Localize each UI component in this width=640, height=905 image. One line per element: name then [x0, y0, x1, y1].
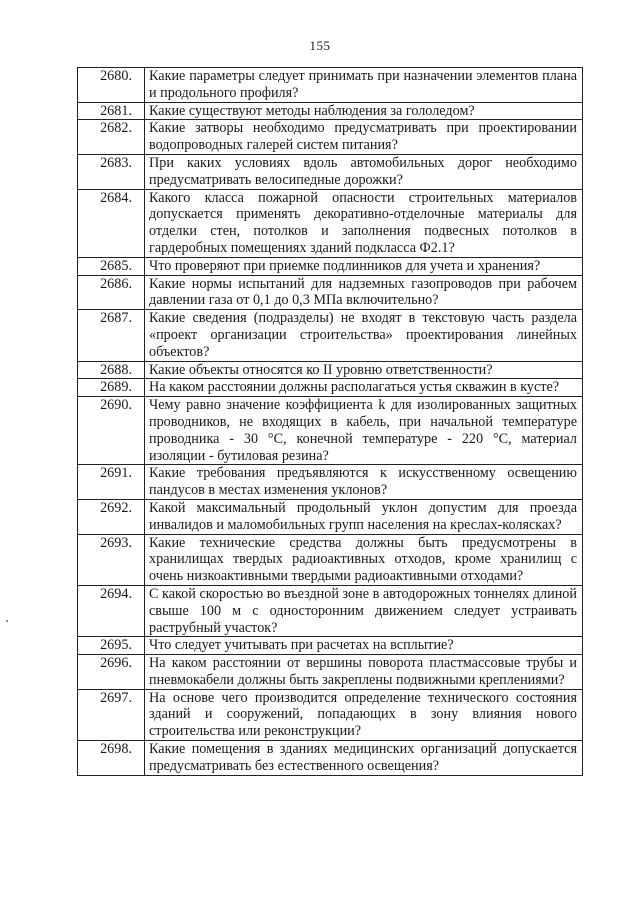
table-row: [78, 154, 583, 189]
table-row: [78, 275, 583, 310]
table-row: [78, 534, 583, 585]
question-number: 2692.: [78, 499, 145, 534]
page-number: 155: [309, 38, 331, 53]
question-text: Какие параметры следует принимать при назначении элементов плана и продольного профиля?: [145, 68, 583, 103]
question-number: 2688.: [78, 361, 145, 379]
question-number: 2687.: [78, 310, 145, 361]
table-row: [78, 465, 583, 500]
question-text: Какие затворы необходимо предусматривать при проектировании водопроводных галерей систем питания?: [145, 120, 583, 155]
table-row: [78, 189, 583, 257]
question-text: На основе чего производится определение технического состояния зданий и сооружений, попадающих в зону влияния нового строительства или реконструкции?: [145, 689, 583, 740]
question-number: 2694.: [78, 585, 145, 636]
question-number: 2693.: [78, 534, 145, 585]
question-number: 2680.: [78, 68, 145, 103]
table-row: [78, 585, 583, 636]
margin-mark: [6, 620, 8, 622]
table-row: [78, 637, 583, 655]
question-number: 2697.: [78, 689, 145, 740]
question-text: Какие нормы испытаний для надземных газопроводов при рабочем давлении газа от 0,1 до 0,3 МПа включительно?: [145, 275, 583, 310]
table-row: [78, 397, 583, 465]
question-text: Что проверяют при приемке подлинников для учета и хранения?: [145, 257, 583, 275]
table-row: [78, 102, 583, 120]
question-number: 2696.: [78, 655, 145, 690]
table-row: [78, 361, 583, 379]
questions-table-body: [78, 68, 583, 776]
question-number: 2685.: [78, 257, 145, 275]
question-text: Какие требования предъявляются к искусственному освещению пандусов в местах изменения уклонов?: [145, 465, 583, 500]
question-number: 2695.: [78, 637, 145, 655]
question-number: 2686.: [78, 275, 145, 310]
question-text: На каком расстоянии от вершины поворота пластмассовые трубы и пневмокабели должны быть закреплены подвижными креплениями?: [145, 655, 583, 690]
question-number: 2684.: [78, 189, 145, 257]
question-text: Какого класса пожарной опасности строительных материалов допускается применять декоративно-отделочные материалы для отделки стен, потолков и заполнения подвесных потолков в гардеробных помещениях зданий подкласса Ф2.1?: [145, 189, 583, 257]
table-row: [78, 499, 583, 534]
question-text: Какой максимальный продольный уклон допустим для проезда инвалидов и маломобильных групп населения на креслах-колясках?: [145, 499, 583, 534]
question-text: При каких условиях вдоль автомобильных дорог необходимо предусматривать велосипедные дорожки?: [145, 154, 583, 189]
table-row: [78, 379, 583, 397]
table-row: [78, 689, 583, 740]
question-text: Какие сведения (подразделы) не входят в текстовую часть раздела «проект организации строительства» проектирования линейных объектов?: [145, 310, 583, 361]
question-number: 2682.: [78, 120, 145, 155]
question-text: С какой скоростью во въездной зоне в автодорожных тоннелях длиной свыше 100 м с односторонним движением следует устраивать раструбный участок?: [145, 585, 583, 636]
table-row: [78, 655, 583, 690]
table-row: [78, 741, 583, 776]
question-text: На каком расстоянии должны располагаться устья скважин в кусте?: [145, 379, 583, 397]
question-number: 2683.: [78, 154, 145, 189]
table-row: [78, 68, 583, 103]
table-row: [78, 257, 583, 275]
question-text: Какие объекты относятся ко II уровню ответственности?: [145, 361, 583, 379]
question-text: Чему равно значение коэффициента k для изолированных защитных проводников, не входящих в кабель, при начальной температуре проводника - 30 °С, конечной температуре - 220 °С, материал изоляции - бутиловая резина?: [145, 397, 583, 465]
question-number: 2681.: [78, 102, 145, 120]
question-number: 2698.: [78, 741, 145, 776]
question-text: Что следует учитывать при расчетах на всплытие?: [145, 637, 583, 655]
question-number: 2691.: [78, 465, 145, 500]
question-number: 2689.: [78, 379, 145, 397]
question-text: Какие помещения в зданиях медицинских организаций допускается предусматривать без естественного освещения?: [145, 741, 583, 776]
questions-table: [77, 67, 583, 776]
table-row: [78, 310, 583, 361]
question-text: Какие существуют методы наблюдения за гололедом?: [145, 102, 583, 120]
question-number: 2690.: [78, 397, 145, 465]
table-row: [78, 120, 583, 155]
question-text: Какие технические средства должны быть предусмотрены в хранилищах твердых радиоактивных отходов, кроме хранилищ с очень низкоактивными твердыми радиоактивными отходами?: [145, 534, 583, 585]
